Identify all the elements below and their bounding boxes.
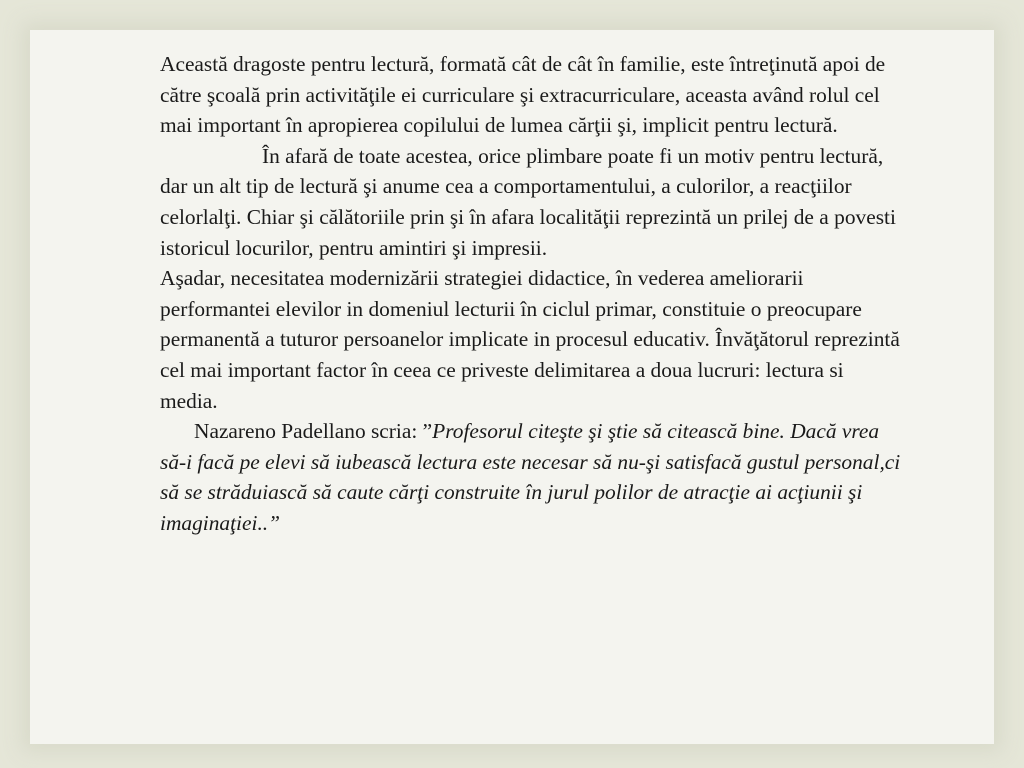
quote-attribution: Nazareno Padellano scria: ”	[194, 419, 433, 444]
slide-text-block	[160, 49, 902, 539]
slide	[30, 30, 994, 744]
paragraph-family-school: Această dragoste pentru lectură, formată cât de cât în familie, este întreţinută apoi de către şcoală prin activităţile ei curriculare şi extracurriculare, aceasta având rolul cel mai important în apropierea copilului de lumea cărţii şi, implicit pentru lectură.	[160, 52, 886, 138]
quote-text: Profesorul citeşte şi ştie să citească bine. Dacă vrea să-i facă pe elevi să iubească lectura este necesar să nu-şi satisfacă gustul personal,ci să se străduiască să caute cărţi construite în jurul polilor de atracţie ai acţiunii şi imaginaţiei..”	[160, 419, 901, 535]
paragraph-teaching-strategy: Aşadar, necesitatea modernizării strategiei didactice, în vederea ameliorarii performantei elevilor in domeniul lecturii în ciclul primar, constituie o preocupare permanentă a tuturor persoanelor implicate in procesul educativ. Învăţătorul reprezintă cel mai important factor în ceea ce priveste delimitarea a doua lucruri: lectura si media.	[160, 266, 900, 413]
paragraph-quote	[160, 416, 902, 538]
paragraph-walks-travel: În afară de toate acestea, orice plimbare poate fi un motiv pentru lectură, dar un alt tip de lectură şi anume cea a comportamentului, a culorilor, a reacţiilor celorlalţi. Chiar şi călătoriile prin şi în afara localităţii reprezintă un prilej de a povesti istoricul locurilor, pentru amintiri şi impresii.	[160, 143, 896, 260]
